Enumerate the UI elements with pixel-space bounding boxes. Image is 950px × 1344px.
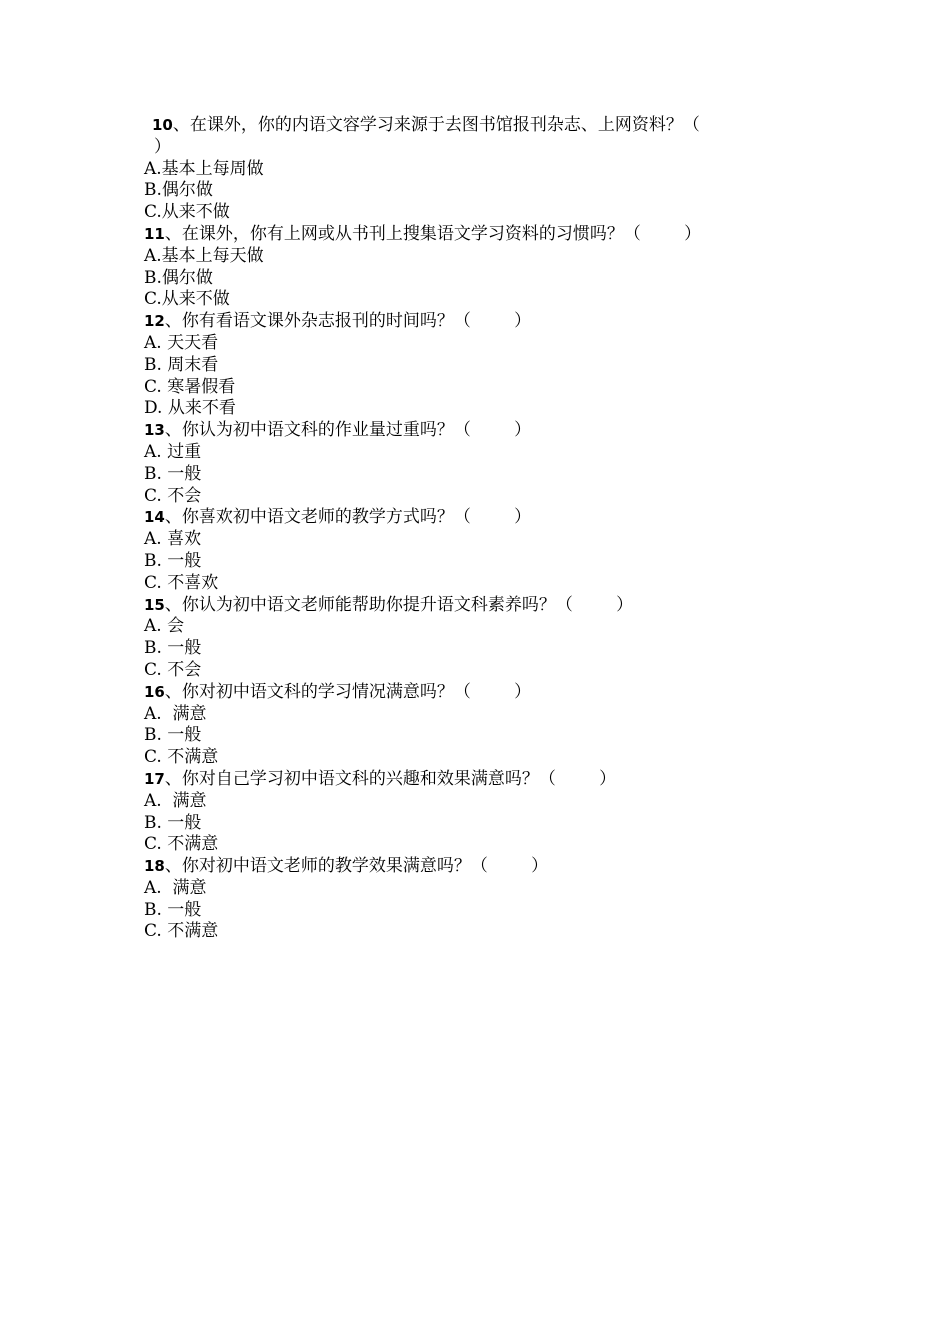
question-11 [144, 224, 804, 246]
answer-option: C. 不喜欢 [144, 572, 219, 593]
question-number: 13 [144, 421, 165, 440]
question-15 [144, 595, 804, 617]
answer-option: B. 一般 [144, 550, 202, 571]
answer-option: A. 天天看 [144, 332, 219, 353]
answer-option: B. 一般 [144, 812, 202, 833]
question-number: 10 [152, 116, 173, 134]
answer-option: A. 喜欢 [144, 529, 202, 550]
answer-option: B. 一般 [144, 638, 202, 659]
question-text: 、你认为初中语文老师能帮助你提升语文科素养吗？（ ） [164, 594, 634, 615]
question-text: 、你对初中语文科的学习情况满意吗？（ ） [164, 681, 532, 702]
answer-option: B.偶尔做 [144, 180, 213, 201]
answer-option: A.基本上每周做 [144, 158, 264, 179]
answer-option: C. 寒暑假看 [144, 376, 236, 397]
question-number: 15 [144, 595, 165, 614]
question-number: 12 [144, 312, 165, 331]
question-16 [144, 682, 804, 704]
answer-option: A. 过重 [144, 441, 202, 462]
answer-option: A.基本上每天做 [144, 245, 264, 266]
question-17 [144, 769, 804, 791]
answer-option: A. 会 [144, 616, 185, 637]
question-number: 14 [144, 508, 165, 527]
answer-option: C. 不满意 [144, 921, 219, 942]
question-text: 、你有看语文课外杂志报刊的时间吗？（ ） [164, 311, 532, 332]
answer-option: C.从来不做 [144, 289, 230, 310]
answer-option: C.从来不做 [144, 202, 230, 223]
question-number: 18 [144, 857, 165, 876]
question-text: 、你对初中语文老师的教学效果满意吗？（ ） [164, 856, 549, 877]
question-number: 11 [144, 224, 165, 243]
question-10 [144, 115, 804, 137]
survey-questions [144, 115, 804, 943]
question-text: 、在课外，你的内语文容学习来源于去图书馆报刊杂志、上网资料？（ [172, 115, 700, 135]
question-18 [144, 856, 804, 878]
question-number: 17 [144, 769, 165, 788]
answer-option: C. 不满意 [144, 747, 219, 768]
question-text: 、你喜欢初中语文老师的教学方式吗？（ ） [164, 507, 532, 528]
question-text: 、你对自己学习初中语文科的兴趣和效果满意吗？（ ） [164, 768, 617, 789]
answer-option: C. 不会 [144, 659, 202, 680]
answer-option: B. 一般 [144, 899, 202, 920]
answer-option: C. 不满意 [144, 834, 219, 855]
question-number: 16 [144, 682, 165, 701]
question-14 [144, 507, 804, 529]
answer-option: C. 不会 [144, 485, 202, 506]
answer-option: B. 一般 [144, 725, 202, 746]
answer-option: A. 满意 [144, 703, 207, 724]
answer-option: B. 周末看 [144, 354, 219, 375]
answer-option: D. 从来不看 [144, 398, 236, 419]
question-12 [144, 311, 804, 333]
answer-option: A. 满意 [144, 790, 207, 811]
question-text: 、你认为初中语文科的作业量过重吗？（ ） [164, 420, 532, 441]
answer-option: B.偶尔做 [144, 267, 213, 288]
question-text: 、在课外，你有上网或从书刊上搜集语文学习资料的习惯吗？（ ） [164, 223, 702, 244]
answer-option: A. 满意 [144, 877, 207, 898]
answer-option: B. 一般 [144, 463, 202, 484]
question-13 [144, 420, 804, 442]
question-text-continuation: ） [154, 136, 171, 157]
